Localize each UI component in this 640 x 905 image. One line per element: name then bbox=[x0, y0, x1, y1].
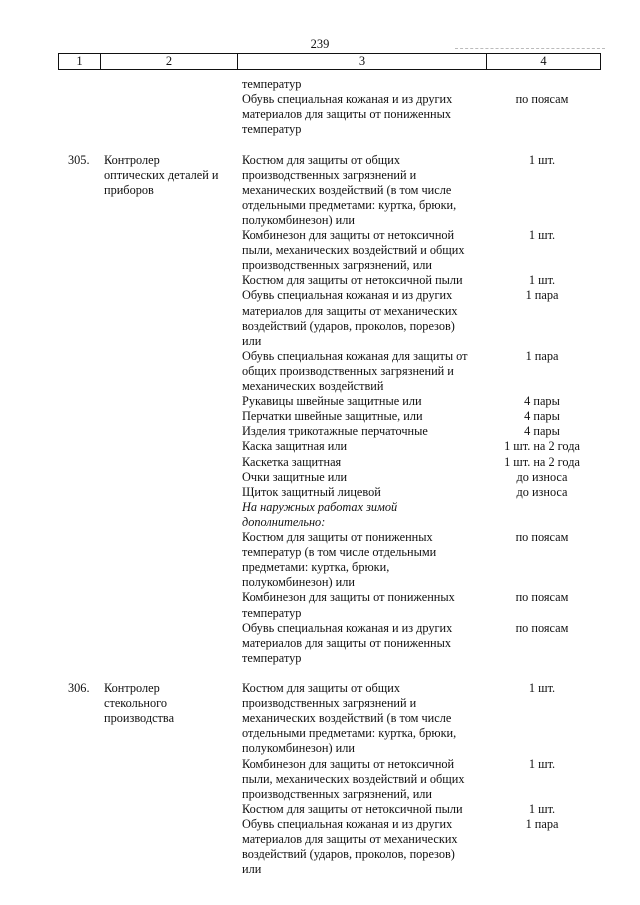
issue-norm: 4 пары bbox=[524, 394, 560, 409]
ppe-description: пыли, механических воздействий и общих bbox=[242, 771, 465, 786]
issue-norm: 1 шт. bbox=[528, 801, 556, 816]
ppe-description: Рукавицы швейные защитные или bbox=[242, 394, 422, 409]
ppe-description: Костюм для защиты от нетоксичной пыли bbox=[242, 801, 463, 816]
ppe-description: механических воздействий bbox=[242, 379, 384, 393]
profession-name: Контролер bbox=[104, 681, 160, 695]
ppe-description: Изделия трикотажные перчаточные bbox=[242, 424, 428, 439]
ppe-description: полукомбинезон) или bbox=[242, 741, 355, 756]
ppe-description: Обувь специальная кожаная и из других bbox=[242, 92, 453, 107]
issue-norm: 1 пара bbox=[525, 816, 559, 831]
ppe-description: Комбинезон для защиты от пониженных bbox=[242, 590, 455, 605]
ppe-description: Комбинезон для защиты от нетоксичной bbox=[242, 756, 455, 771]
issue-norm: 1 шт. bbox=[528, 681, 556, 695]
issue-norm: по поясам bbox=[515, 530, 569, 544]
ppe-description: воздействий (ударов, проколов, порезов) bbox=[242, 847, 455, 862]
ppe-description: Обувь специальная кожаная и из других bbox=[242, 816, 453, 831]
ppe-description: температур bbox=[242, 77, 302, 91]
ppe-description: общих производственных загрязнений и bbox=[242, 363, 454, 378]
ppe-description: Костюм для защиты от общих bbox=[242, 681, 400, 695]
ppe-description: Костюм для защиты от пониженных bbox=[242, 530, 433, 544]
ppe-description: Щиток защитный лицевой bbox=[242, 484, 381, 499]
profession-name: оптических деталей и bbox=[104, 167, 219, 182]
issue-norm: 4 пары bbox=[524, 424, 560, 439]
issue-norm: 1 шт. на 2 года bbox=[504, 454, 580, 469]
ppe-description: производственных загрязнений и bbox=[242, 167, 417, 182]
item-number: 305. bbox=[68, 152, 90, 167]
header-col-4: 4 bbox=[540, 54, 547, 68]
ppe-description: Обувь специальная кожаная для защиты от bbox=[242, 348, 468, 363]
ppe-description: производственных загрязнений и bbox=[242, 696, 417, 711]
ppe-description: Обувь специальная кожаная и из других bbox=[242, 288, 453, 303]
ppe-description: Каскетка защитная bbox=[242, 454, 342, 469]
ppe-description: температур bbox=[242, 122, 302, 137]
ppe-description: воздействий (ударов, проколов, порезов) bbox=[242, 318, 455, 333]
issue-norm: по поясам bbox=[515, 590, 569, 605]
ppe-description: отдельными предметами: куртка, брюки, bbox=[242, 726, 457, 741]
table-header bbox=[58, 53, 601, 70]
ppe-description: температур bbox=[242, 650, 302, 665]
ppe-description: пыли, механических воздействий и общих bbox=[242, 243, 465, 258]
page-number: 239 bbox=[310, 37, 330, 51]
header-col-1: 1 bbox=[59, 54, 101, 69]
ppe-description: Каска защитная или bbox=[242, 439, 348, 454]
issue-norm: 1 пара bbox=[525, 348, 559, 363]
ppe-description: Комбинезон для защиты от нетоксичной bbox=[242, 228, 455, 242]
profession-name: приборов bbox=[104, 182, 154, 197]
issue-norm: до износа bbox=[516, 484, 568, 499]
header-col-3: 3 bbox=[238, 54, 487, 69]
ppe-description: дополнительно: bbox=[242, 514, 326, 529]
issue-norm: 1 шт. bbox=[528, 228, 556, 242]
item-number: 306. bbox=[68, 681, 90, 695]
ppe-description: температур (в том числе отдельными bbox=[242, 545, 437, 560]
issue-norm: до износа bbox=[516, 469, 568, 484]
ppe-description: полукомбинезон) или bbox=[242, 575, 355, 590]
ppe-description: или bbox=[242, 862, 262, 877]
ppe-description: предметами: куртка, брюки, bbox=[242, 560, 390, 575]
issue-norm: 1 шт. bbox=[528, 273, 556, 288]
header-col-2: 2 bbox=[101, 54, 238, 69]
ppe-description: Перчатки швейные защитные, или bbox=[242, 409, 423, 424]
ppe-description: Очки защитные или bbox=[242, 469, 348, 484]
ppe-description: производственных загрязнений, или bbox=[242, 258, 433, 273]
ppe-description: На наружных работах зимой bbox=[242, 499, 398, 514]
profession-name: Контролер bbox=[104, 152, 160, 167]
ppe-description: производственных загрязнений, или bbox=[242, 786, 433, 801]
ppe-description: материалов для защиты от механических bbox=[242, 303, 458, 318]
ppe-description: Костюм для защиты от общих bbox=[242, 152, 400, 167]
ppe-description: материалов для защиты от механических bbox=[242, 832, 458, 846]
ppe-description: или bbox=[242, 333, 262, 348]
ppe-description: отдельными предметами: куртка, брюки, bbox=[242, 197, 457, 212]
issue-norm: 1 шт. bbox=[528, 756, 556, 771]
ppe-description: материалов для защиты от пониженных bbox=[242, 635, 452, 650]
ppe-description: полукомбинезон) или bbox=[242, 212, 355, 227]
profession-name: стекольного bbox=[104, 696, 167, 711]
issue-norm: 1 шт. bbox=[528, 152, 556, 167]
ppe-description: материалов для защиты от пониженных bbox=[242, 107, 452, 122]
issue-norm: 1 пара bbox=[525, 288, 559, 303]
ppe-description: механических воздействий (в том числе bbox=[242, 182, 452, 197]
profession-name: производства bbox=[104, 711, 175, 726]
issue-norm: по поясам bbox=[515, 92, 569, 107]
ppe-description: Костюм для защиты от нетоксичной пыли bbox=[242, 273, 463, 288]
ppe-description: Обувь специальная кожаная и из других bbox=[242, 620, 453, 635]
issue-norm: по поясам bbox=[515, 620, 569, 635]
ppe-description: механических воздействий (в том числе bbox=[242, 711, 452, 726]
ppe-description: температур bbox=[242, 605, 302, 620]
issue-norm: 4 пары bbox=[524, 409, 560, 424]
issue-norm: 1 шт. на 2 года bbox=[504, 439, 580, 454]
